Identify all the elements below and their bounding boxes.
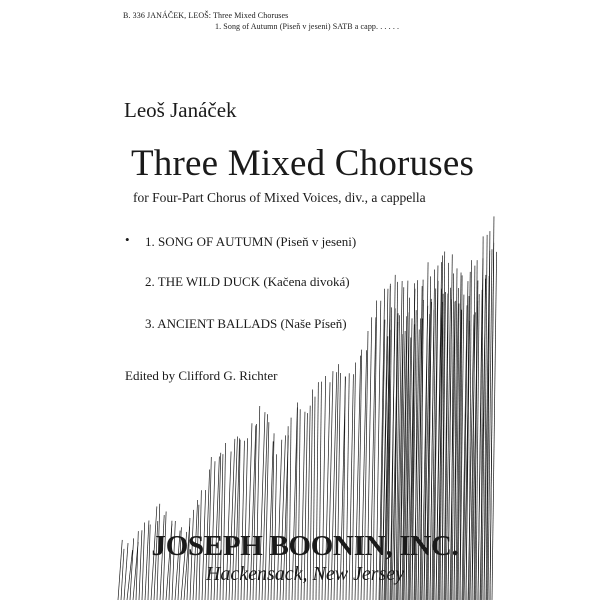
catalog-line-2: 1. Song of Autumn (Piseň v jeseni) SATB a capp. . . . . . (215, 22, 400, 31)
work-title: Three Mixed Choruses (131, 143, 475, 184)
composer-name: Leoš Janáček (124, 98, 237, 122)
list-item: 1. SONG OF AUTUMN (Piseň v jeseni) (145, 234, 357, 249)
list-item: 3. ANCIENT BALLADS (Naše Píseň) (145, 316, 347, 331)
bullet-icon: • (125, 232, 130, 247)
editor-credit: Edited by Clifford G. Richter (125, 368, 278, 383)
publisher-location: Hackensack, New Jersey (205, 563, 405, 585)
work-subtitle: for Four-Part Chorus of Mixed Voices, div., a cappella (133, 190, 426, 205)
list-item: 2. THE WILD DUCK (Kačena divoká) (145, 274, 350, 289)
publisher-name: JOSEPH BOONIN, INC. (151, 530, 459, 562)
catalog-line-1: B. 336 JANÁČEK, LEOŠ: Three Mixed Choruses (123, 11, 289, 20)
